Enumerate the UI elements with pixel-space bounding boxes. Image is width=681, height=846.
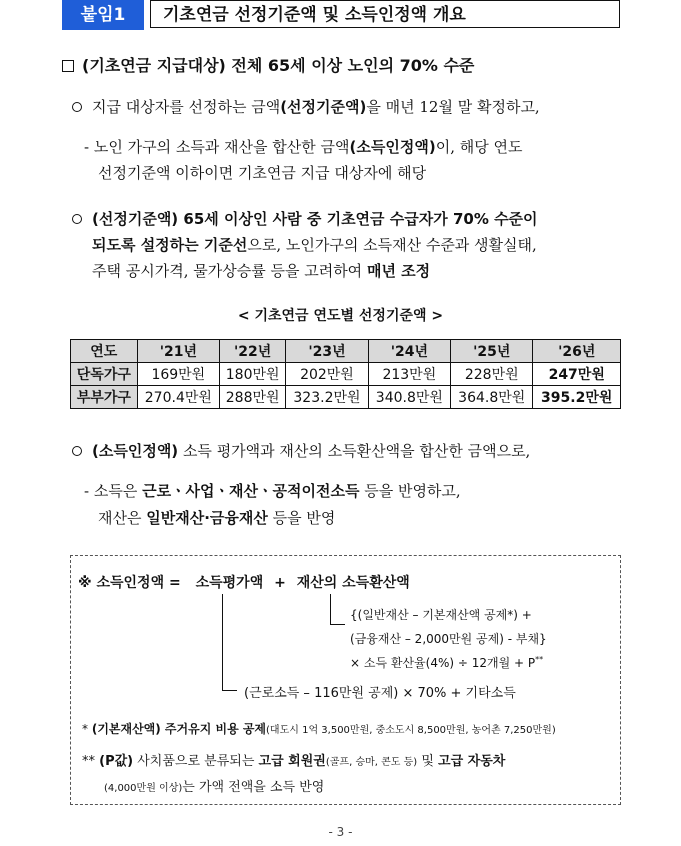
formula-asset-convert: 재산의 소득환산액 — [296, 575, 410, 591]
note-2-l2-small: (4,000만원 이상) — [104, 783, 183, 794]
bullet-1-text: 지급 대상자를 선정하는 금액 — [92, 98, 281, 116]
bullet-2-l3-bold: 매년 조정 — [366, 262, 431, 280]
sub-1-bold: (소득인정액) — [349, 138, 436, 156]
table-header-cell: '21년 — [137, 340, 219, 363]
asset-formula-line-1: {(일반재산 – 기본재산액 공제*) + — [350, 608, 532, 622]
table-header-cell: '22년 — [220, 340, 286, 363]
note-2-bold2: 고급 회원권 — [258, 754, 326, 769]
bullet-2-line-1 — [72, 208, 538, 229]
note-2-bold: (P값) — [99, 754, 134, 769]
note-2-mid: 사치품으로 분류되는 — [133, 754, 259, 769]
document-title: 기초연금 선정기준액 및 소득인정액 개요 — [150, 0, 620, 28]
note-1-bold: (기본재산액) 주거유지 비용 공제 — [91, 722, 267, 736]
formula-line — [78, 572, 410, 592]
table-row — [71, 386, 621, 409]
page-header — [62, 0, 622, 30]
asset-formula-main: × 소득 환산율(4%) ÷ 12개월 + P — [350, 656, 536, 670]
sub-3-line-2 — [98, 507, 335, 528]
table-header-cell: 연도 — [71, 340, 138, 363]
bullet-2-line-2 — [92, 234, 537, 255]
table-cell: 213만원 — [368, 363, 450, 386]
sub-3-line-1 — [84, 480, 461, 501]
bullet-2-text: (선정기준액) 65세 이상인 사람 중 기초연금 수급자가 70% 수준이 — [92, 210, 538, 228]
table-cell: 247만원 — [533, 363, 621, 386]
table-cell: 288만원 — [220, 386, 286, 409]
bullet-2-l3-pre: 주택 공시가격, 물가상승률 등을 고려하여 — [92, 262, 367, 280]
sub-3-l2-pre: 재산은 — [98, 509, 147, 527]
table-header-cell: '25년 — [451, 340, 533, 363]
table-header-cell: '23년 — [286, 340, 368, 363]
bullet-3 — [72, 440, 530, 461]
income-bracket-line — [222, 594, 237, 691]
page-number: - 3 - — [328, 825, 353, 839]
sub-1-pre: - 노인 가구의 소득과 재산을 합산한 금액 — [84, 138, 350, 156]
note-2-l2-post: 는 가액 전액을 소득 반영 — [182, 780, 325, 795]
formula-plus: + — [274, 575, 286, 591]
asset-formula-line-2: (금융재산 – 2,000만원 공제) - 부채} — [350, 632, 547, 646]
sub-3-l2-post: 등을 반영 — [267, 509, 336, 527]
asset-formula-sup: ** — [535, 655, 544, 664]
bullet-1 — [72, 96, 540, 117]
bullet-2-line-3 — [92, 260, 430, 281]
sub-1-post: 이, 해당 연도 — [435, 138, 523, 156]
table-header-row — [71, 340, 621, 363]
bullet-3-post: 소득 평가액과 재산의 소득환산액을 합산한 금액으로, — [178, 442, 531, 460]
sub-1-line-1 — [84, 136, 522, 157]
table-cell: 364.8만원 — [451, 386, 533, 409]
sub-3-bold: 근로ㆍ사업ㆍ재산ㆍ공적이전소득 — [142, 482, 360, 500]
bullet-1-bold: (선정기준액) — [280, 98, 367, 116]
note-1-small: (대도시 1억 3,500만원, 중소도시 8,500만원, 농어촌 7,250만원) — [266, 725, 556, 736]
formula-label: ※ 소득인정액 = — [78, 575, 181, 591]
table-row-label: 부부가구 — [71, 386, 138, 409]
square-bullet-icon — [62, 60, 74, 72]
table-cell: 395.2만원 — [533, 386, 621, 409]
note-1-star: * — [82, 722, 88, 736]
sub-1-line-2: 선정기준액 이하이면 기초연금 지급 대상자에 해당 — [98, 164, 427, 182]
table-row — [71, 363, 621, 386]
circle-bullet-icon — [72, 214, 82, 224]
bullet-3-bold: (소득인정액) — [92, 442, 179, 460]
table-cell: 180만원 — [220, 363, 286, 386]
table-cell: 323.2만원 — [286, 386, 368, 409]
note-2-bold3: 고급 자동차 — [438, 754, 506, 769]
bullet-2-post: 으로, 노인가구의 소득재산 수준과 생활실태, — [247, 236, 537, 254]
sub-3-post: 등을 반영하고, — [359, 482, 461, 500]
section-heading: (기초연금 지급대상) 전체 65세 이상 노인의 70% 수준 — [62, 53, 474, 76]
table-cell: 270.4만원 — [137, 386, 219, 409]
bullet-1-post: 을 매년 12월 말 확정하고, — [366, 98, 540, 116]
note-2-small: (골프, 승마, 콘도 등) — [325, 757, 418, 768]
note-2-line-1 — [82, 750, 505, 769]
sub-3-pre: - 소득은 — [84, 482, 143, 500]
circle-bullet-icon — [72, 102, 82, 112]
table-header-cell: '24년 — [368, 340, 450, 363]
note-2-line-2 — [104, 776, 324, 795]
table-cell: 202만원 — [286, 363, 368, 386]
selection-threshold-table — [70, 339, 621, 409]
table-caption: < 기초연금 연도별 선정기준액 > — [237, 308, 444, 324]
formula-income-eval: 소득평가액 — [195, 575, 264, 591]
table-row-label: 단독가구 — [71, 363, 138, 386]
income-formula-line: (근로소득 – 116만원 공제) × 70% + 기타소득 — [244, 686, 516, 701]
table-cell: 340.8만원 — [368, 386, 450, 409]
table-cell: 228만원 — [451, 363, 533, 386]
table-cell: 169만원 — [137, 363, 219, 386]
circle-bullet-icon — [72, 446, 82, 456]
attachment-badge: 붙임1 — [62, 0, 144, 30]
asset-formula-line-3 — [350, 654, 543, 671]
note-1 — [82, 720, 556, 737]
note-2-and: 및 — [417, 754, 439, 769]
sub-3-l2-bold: 일반재산·금융재산 — [146, 509, 268, 527]
asset-bracket-line — [330, 594, 345, 625]
table-header-cell: '26년 — [533, 340, 621, 363]
note-2-star: ** — [82, 754, 95, 769]
bullet-2-bold: 되도록 설정하는 기준선 — [92, 236, 248, 254]
